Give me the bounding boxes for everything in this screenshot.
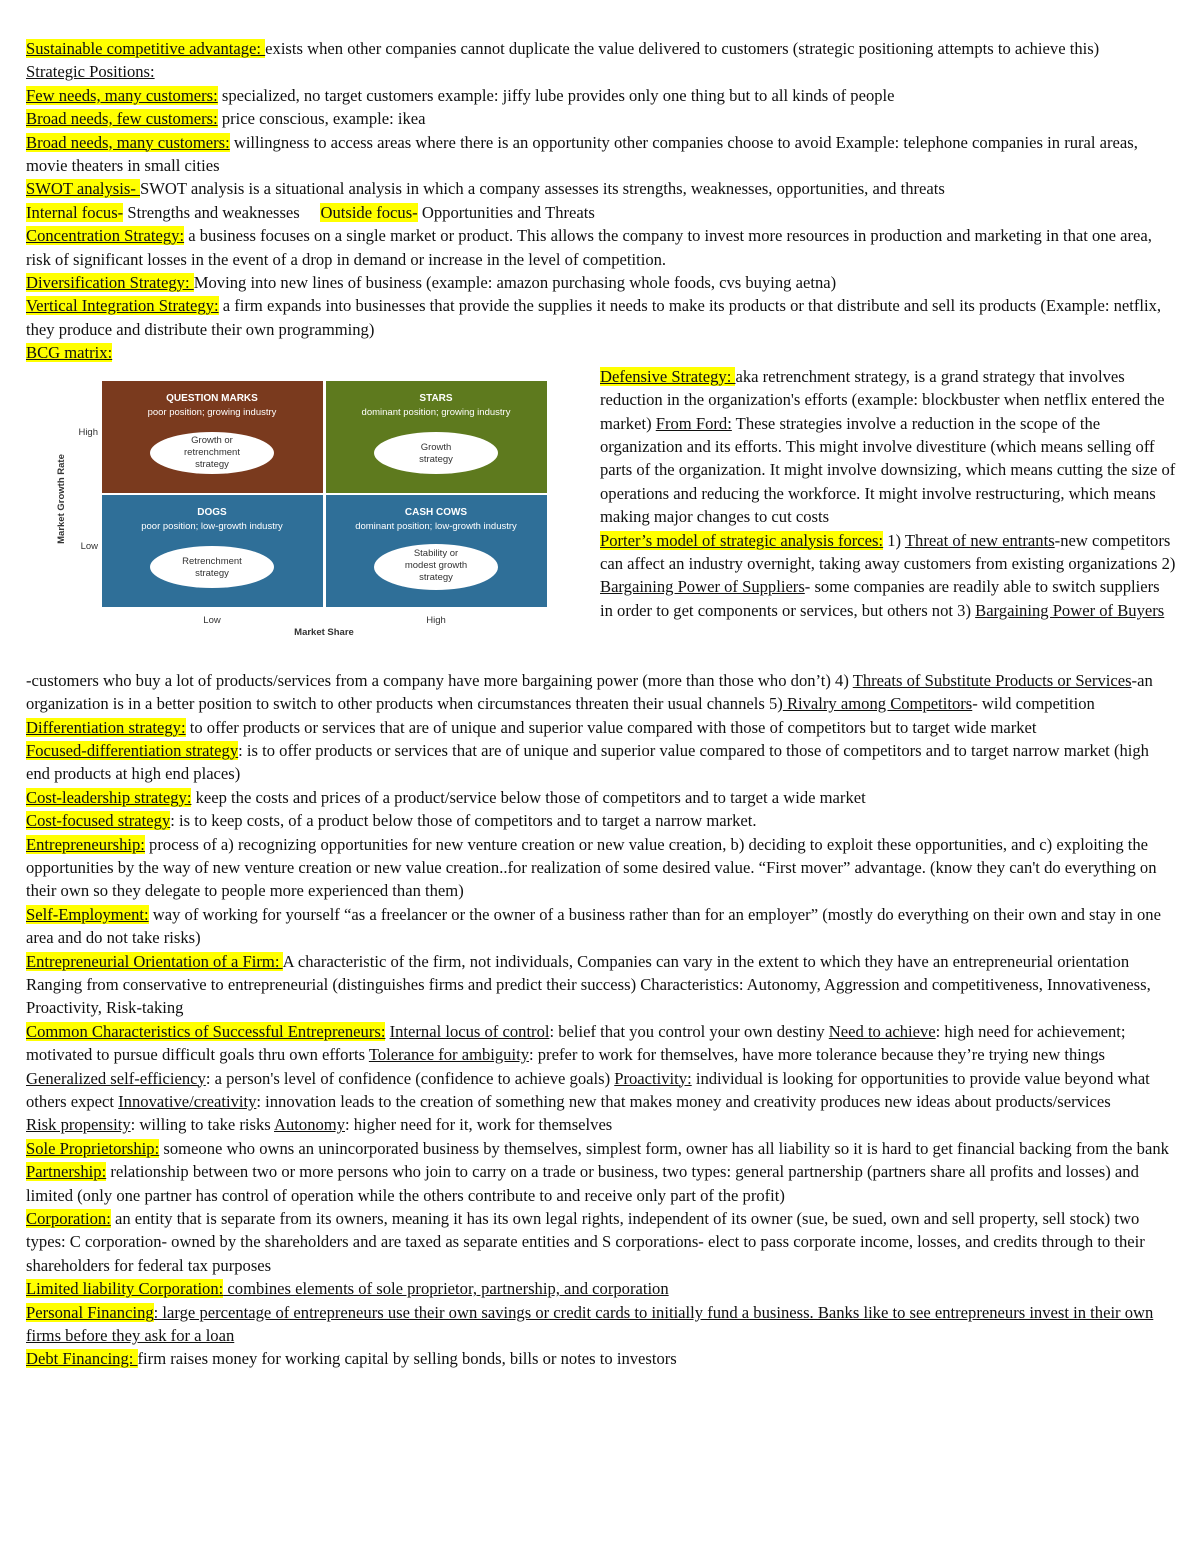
bcg-section: [26, 365, 1176, 669]
underlined-text: Risk propensity: [26, 1115, 131, 1135]
cash-cows-oval-line3: strategy: [419, 571, 453, 583]
underlined-text: Rivalry among Competitors: [782, 694, 973, 714]
term-highlight: Common Characteristics of Successful Entrepreneurs:: [26, 1021, 386, 1041]
underlined-text: From Ford:: [655, 413, 732, 433]
definition-text: Strengths and weaknesses: [123, 202, 321, 222]
term-highlight: Entrepreneurship:: [26, 834, 145, 854]
definition-text: willingness to access areas where there is an opportunity other companies choose to avoid Example: telephone companies in rural areas, movie theaters in small cities: [26, 132, 1138, 176]
definition-text: : is to offer products or services that are of unique and superior value compared to those of competitors and to target narrow market (high end products at high end places): [26, 740, 1149, 784]
paragraph-entrepreneurial-orientation: [26, 950, 1176, 1020]
paragraph-concentration: [26, 224, 1176, 271]
paragraph-common-characteristics: [26, 1020, 1176, 1114]
paragraph-focus: [26, 201, 1176, 224]
definition-text: These strategies involve a reduction in the scope of the organization and its efforts. This might involve divestiture (which means selling off parts of the organization. It might involve downsizing, which means cutting the size of operations and reducing the workforce. It might involve restructuring, which means making major changes to cut costs: [600, 413, 1176, 527]
paragraph-differentiation: [26, 716, 1176, 739]
definition-text: a firm expands into businesses that provide the supplies it needs to make its products or that distribute and sell its products (Example: netflix, they produce and distribute their own programming): [26, 296, 1162, 339]
underlined-text: Tolerance for ambiguity: [368, 1045, 529, 1065]
cash-cows-oval-line2: modest growth: [404, 559, 468, 571]
dogs-oval-line2: strategy: [195, 567, 229, 579]
term-highlight: Partnership:: [26, 1162, 107, 1182]
term-highlight: Few needs, many customers:: [26, 85, 218, 105]
definition-text: individual is looking for opportunities to provide value beyond what others expect: [26, 1068, 1150, 1111]
term-highlight: Sustainable competitive advantage:: [26, 39, 266, 58]
term-highlight: Cost-focused strategy: [26, 811, 171, 831]
underlined-text: combines elements of sole proprietor, partnership, and corporation: [223, 1279, 669, 1299]
definition-text: Moving into new lines of business (example: amazon purchasing whole foods, cvs buying aetna): [193, 273, 837, 293]
term-highlight: Corporation:: [26, 1209, 111, 1229]
paragraph-vertical-integration: [26, 294, 1176, 341]
underlined-text: Bargaining Power of Suppliers: [600, 577, 805, 597]
underlined-text: Threats of Substitute Products or Services: [852, 670, 1132, 690]
heading-strategic-positions: [26, 60, 1176, 83]
underlined-text: Autonomy: [274, 1115, 345, 1135]
dogs-title: DOGS: [197, 506, 227, 518]
definition-text: SWOT analysis is a situational analysis in which a company assesses its strengths, weaknesses, opportunities, and threats: [140, 179, 945, 199]
definition-text: : innovation leads to the creation of something new that makes money and creativity produces new ideas about products/services: [256, 1092, 1111, 1111]
paragraph-broad-needs-few-customers: [26, 107, 1176, 130]
paragraph-focused-differentiation: [26, 739, 1176, 786]
x-axis-label: Market Share: [294, 626, 354, 638]
definition-text: someone who owns an unincorporated business by themselves, simplest form, owner has all liability so it is hard to get financial backing from the bank: [159, 1138, 1169, 1158]
term-highlight: Concentration Strategy:: [26, 226, 185, 246]
term-highlight: Entrepreneurial Orientation of a Firm:: [26, 951, 283, 971]
document-page: [26, 37, 1176, 1371]
definition-text: aka retrenchment strategy, is a grand strategy that involves reduction in the organization's efforts (example: blockbuster when netflix entered the market): [600, 366, 1165, 433]
definition-text: : higher need for it, work for themselves: [345, 1115, 613, 1135]
underlined-text: Need to achieve: [828, 1021, 936, 1041]
stars-oval: [374, 432, 498, 474]
paragraph-debt-financing: [26, 1347, 1176, 1370]
paragraph-broad-needs-many-customers: [26, 131, 1176, 178]
dogs-oval: [150, 546, 274, 588]
stars-oval-line1: Growth: [420, 441, 452, 453]
definition-text: : prefer to work for themselves, have more tolerance because they’re trying new things: [529, 1045, 1105, 1065]
underlined-text: Internal locus of control: [389, 1021, 550, 1041]
paragraph-personal-financing: [26, 1301, 1176, 1348]
definition-text: - some companies are readily able to switch suppliers in order to get components or services, but others not 3): [600, 577, 1160, 620]
paragraph-risk-propensity: [26, 1113, 1176, 1136]
paragraph-self-employment: [26, 903, 1176, 950]
definition-text: firm raises money for working capital by selling bonds, bills or notes to investors: [137, 1349, 677, 1369]
term-highlight: Personal Financing: [26, 1302, 154, 1322]
underlined-text: Proactivity:: [614, 1068, 692, 1088]
paragraph-cost-leadership: [26, 786, 1176, 809]
definition-text: process of a) recognizing opportunities for new venture creation or new value creation, b) deciding to exploit these opportunities, and c) exploiting the opportunities by the way of new venture creation or new value creation..for realization of some desired value. “First mover” advantage. (know they can't do everything on their own so they delegate to people more experienced than them): [26, 834, 1157, 901]
definition-text: -an organization is in a better position to switch to other products when circumstances threaten their usual channels 5): [26, 670, 1153, 714]
question-marks-title: QUESTION MARKS: [166, 392, 258, 404]
definition-text: 1): [883, 530, 905, 550]
stars-title: STARS: [419, 392, 453, 404]
paragraph-sustainable-advantage: [26, 37, 1176, 60]
term-highlight: Porter’s model of strategic analysis forces:: [600, 530, 884, 550]
definition-text: -customers who buy a lot of products/services from a company have more bargaining power (more than those who don’t) 4): [26, 670, 853, 690]
term-highlight: Broad needs, few customers:: [26, 109, 218, 129]
term-highlight: Sole Proprietorship:: [26, 1138, 160, 1158]
term-highlight: Defensive Strategy:: [600, 366, 736, 386]
definition-text: : a person's level of confidence (confidence to achieve goals): [205, 1068, 615, 1088]
term-highlight: Debt Financing:: [26, 1349, 138, 1369]
term-highlight: Cost-leadership strategy:: [26, 787, 192, 807]
paragraph-partnership: [26, 1160, 1176, 1207]
term-highlight: BCG matrix:: [26, 343, 113, 363]
paragraph-porter-continued: [26, 669, 1176, 716]
paragraph-llc: [26, 1277, 1176, 1300]
definition-text: -new competitors can affect an industry overnight, taking away customers from existing organizations 2): [600, 530, 1176, 573]
definition-text: a business focuses on a single market or product. This allows the company to invest more resources in production and marketing in that one area, risk of significant losses in the event of a drop in demand or increase in the level of competition.: [26, 226, 1152, 269]
definition-text: keep the costs and prices of a product/service below those of competitors and to target a wide market: [191, 787, 866, 807]
question-marks-subtitle: poor position; growing industry: [147, 406, 277, 418]
definition-text: - wild competition: [972, 694, 1095, 714]
cash-cows-title: CASH COWS: [404, 506, 468, 518]
term-internal-focus: Internal focus-: [26, 202, 124, 222]
paragraph-diversification: [26, 271, 1176, 294]
term-highlight: SWOT analysis-: [26, 179, 140, 199]
paragraph-entrepreneurship: [26, 833, 1176, 903]
stars-subtitle: dominant position; growing industry: [361, 406, 511, 418]
paragraph-sole-proprietorship: [26, 1137, 1176, 1160]
paragraph-swot: [26, 177, 1176, 200]
cash-cows-subtitle: dominant position; low-growth industry: [355, 520, 517, 532]
underlined-text: Generalized self-efficiency: [26, 1068, 206, 1088]
definition-text: Opportunities and Threats: [417, 202, 595, 222]
heading-text: Strategic Positions:: [26, 62, 155, 82]
underlined-text: Threat of new entrants: [904, 530, 1055, 550]
definition-text: exists when other companies cannot duplicate the value delivered to customers (strategic positioning attempts to achieve this): [265, 39, 1100, 58]
x-axis-high: High: [426, 614, 446, 626]
definition-text: to offer products or services that are of unique and superior value compared with those of competitors but to target wide market: [185, 717, 1037, 737]
definition-text: : belief that you control your own destiny: [549, 1021, 829, 1041]
paragraph-cost-focused: [26, 809, 1176, 832]
term-highlight: Self-Employment:: [26, 904, 149, 924]
term-highlight: Diversification Strategy:: [26, 273, 194, 293]
underlined-text: Bargaining Power of Buyers: [975, 600, 1165, 620]
term-highlight: Differentiation strategy:: [26, 717, 186, 737]
dogs-subtitle: poor position; low-growth industry: [141, 520, 283, 532]
right-column: [600, 365, 1176, 622]
term-highlight: Limited liability Corporation:: [26, 1279, 224, 1299]
question-marks-oval-line3: strategy: [195, 458, 229, 470]
heading-bcg-matrix: [26, 341, 1176, 364]
paragraph-few-needs-many-customers: [26, 84, 1176, 107]
cash-cows-oval-line1: Stability or: [413, 547, 459, 559]
definition-text: : willing to take risks: [130, 1115, 274, 1135]
term-outside-focus: Outside focus-: [320, 202, 418, 222]
paragraph-defensive-strategy: [600, 365, 1176, 622]
underlined-text: : large percentage of entrepreneurs use their own savings or credit cards to initially fund a business. Banks like to see entrepreneurs invest in their own firms before they ask for a loan: [26, 1302, 1154, 1346]
definition-text: an entity that is separate from its owners, meaning it has its own legal rights, independent of its owner (sue, be sued, own and sell property, sell stock) two types: C corporation- owned by the shareholders and are taxed as separate entities and S corporations- elect to pass corporate income, losses, and credits through to their shareholders for federal tax purposes: [26, 1209, 1145, 1275]
question-marks-oval-line2: retrenchment: [184, 446, 240, 458]
stars-oval-line2: strategy: [419, 453, 453, 465]
definition-text: way of working for yourself “as a freelancer or the owner of a business rather than for an employer” (mostly do everything on their own and stay in one area and do not take risks): [26, 904, 1161, 948]
term-highlight: Broad needs, many customers:: [26, 132, 230, 152]
definition-text: relationship between two or more persons who join to carry on a trade or business, two types: general partnership (partners share all profits and losses) and limited (only one partner has control of operation while the others contribute to and receive only part of the profit): [26, 1162, 1139, 1205]
term-highlight: Focused-differentiation strategy: [26, 740, 239, 760]
underlined-text: Innovative/creativity: [118, 1092, 257, 1111]
term-highlight: Vertical Integration Strategy:: [26, 296, 219, 316]
y-axis-high: High: [78, 426, 98, 438]
paragraph-corporation: [26, 1207, 1176, 1277]
bcg-matrix-figure: [26, 369, 586, 669]
definition-text: price conscious, example: ikea: [217, 109, 426, 129]
y-axis-label: Market Growth Rate: [56, 453, 67, 544]
dogs-oval-line1: Retrenchment: [182, 555, 242, 567]
definition-text: A characteristic of the firm, not individuals, Companies can vary in the extent to which they have an entrepreneurial orientation Ranging from conservative to entrepreneurial (distinguishes firms and predict their success) Characteristics: Autonomy, Aggression and competitiveness, Innovativeness, Proactivity, Risk-taking: [26, 951, 1151, 1018]
definition-text: specialized, no target customers example: jiffy lube provides only one thing but to all kinds of people: [217, 85, 895, 105]
definition-text: : high need for achievement; motivated to pursue difficult goals thru own efforts: [26, 1021, 1126, 1065]
definition-text: : is to keep costs, of a product below those of competitors and to target a narrow market.: [170, 811, 757, 831]
x-axis-low: Low: [203, 614, 221, 626]
question-marks-oval-line1: Growth or: [191, 434, 233, 446]
y-axis-low: Low: [80, 540, 98, 552]
